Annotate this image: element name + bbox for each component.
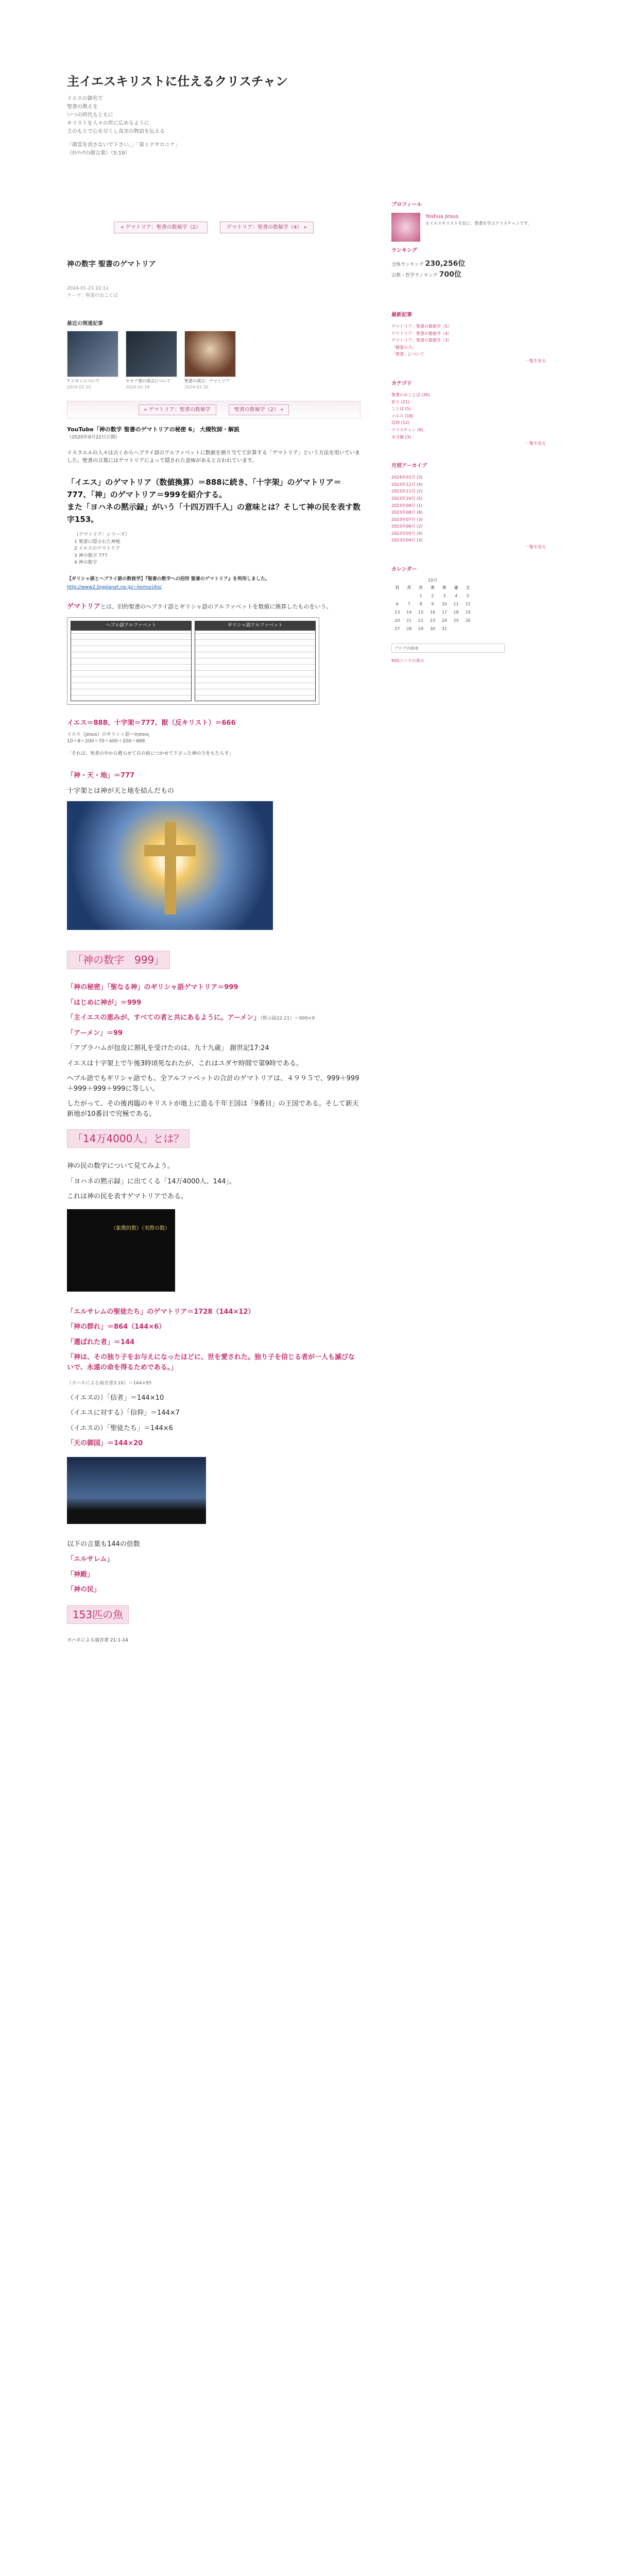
calendar-day: 5	[466, 594, 470, 599]
calendar-day: 31	[441, 626, 447, 632]
recent-item[interactable]: 「聖書」について	[391, 352, 424, 357]
calendar-day-header: 土	[466, 585, 470, 590]
rss-link[interactable]: RSSリンクの表示	[391, 658, 424, 664]
text-span: 「天の御国」＝144×20	[67, 1439, 143, 1448]
archive-item[interactable]: 2023年08月 (6)	[391, 510, 423, 515]
calendar-day	[450, 625, 462, 633]
text-line: （イエスの）「聖徒たち」＝144×6	[67, 1424, 173, 1432]
desc-line: キリストを人々の世に広めるように	[67, 121, 149, 126]
rank-label[interactable]: 全体ランキング	[391, 262, 424, 267]
text-line: ヘブル語でもギリシャ語でも、全アルファベットの合計のゲマトリアは、４９９５で、999＋999＋999＋999＋999に等しい。	[67, 1075, 359, 1093]
list-item: （ゲマトリア：シリーズ）	[74, 532, 130, 537]
archive-item[interactable]: 2023年07月 (3)	[391, 517, 423, 522]
thumb-date: 2024-01-18	[126, 385, 150, 389]
calendar-day: 24	[441, 618, 447, 623]
calendar-day: 1	[419, 594, 422, 599]
calendar-table	[391, 584, 474, 633]
series-list	[74, 532, 360, 567]
calc-line: 10＋8＋200＋70＋400＋200＝888	[67, 739, 145, 744]
calendar-day: 10	[441, 602, 447, 607]
ranking-heading: ランキング	[391, 248, 417, 253]
sidebar	[391, 196, 546, 664]
banner-prev-link[interactable]: « ゲマトリア：聖書の数秘学	[139, 404, 216, 415]
thumb-caption[interactable]: ホセア書の預言について	[126, 379, 171, 383]
calendar-day: 4	[455, 594, 458, 599]
text-line	[67, 1378, 360, 1388]
ranking-row	[391, 269, 546, 280]
headline-line: また「ヨハネの黙示録」がいう「十四万四千人」の意味とは？そして神の民を表す数字153。	[67, 502, 361, 524]
calendar-day: 17	[441, 610, 447, 615]
category-heading: カテゴリ	[391, 380, 412, 386]
archive-list	[391, 474, 546, 544]
ranking-row	[391, 259, 546, 269]
text-line	[67, 1570, 360, 1580]
text-line	[67, 1585, 360, 1595]
profile-card	[391, 213, 546, 242]
calendar-day: 14	[406, 610, 412, 615]
text-span: （黙示録22:21）＝999×9	[260, 1016, 315, 1022]
calendar-day: 23	[430, 618, 436, 623]
text-line: これは神の民を表すゲマトリアである。	[67, 1193, 188, 1201]
profile-name[interactable]: Yoshua Jesus	[425, 214, 458, 219]
archive-item[interactable]: 2023年04月 (3)	[391, 538, 423, 543]
section-box-heading: 153匹の魚	[67, 1605, 129, 1624]
recent-item[interactable]: ゲマトリア：聖書の数秘学（4）	[391, 331, 452, 336]
text-span: 「エルサレム」	[67, 1555, 114, 1564]
text-line	[67, 982, 360, 993]
section-heading: イエス＝888、十字架＝777、獣（反キリスト）＝666	[67, 719, 236, 727]
gematria-text: とは、旧約聖書のヘブライ語とギリシャ語のアルファベットを数値に換算したものをいう。	[100, 603, 332, 610]
rank-value: 230,256位	[425, 260, 466, 268]
category-item[interactable]: 聖書のおことば (30)	[391, 392, 430, 397]
post-meta	[67, 285, 360, 299]
category-more-link[interactable]: 一覧を見る	[525, 441, 546, 446]
calendar-day: 30	[430, 626, 436, 632]
calendar-day: 18	[453, 610, 459, 615]
archive-item[interactable]: 2023年06月 (2)	[391, 524, 423, 529]
section-heading: 「神・天・地」＝777	[67, 772, 135, 780]
hebrew-alphabet-table	[71, 621, 192, 701]
thumb-caption[interactable]: 7 シモンについて	[67, 379, 100, 383]
calendar-day: 3	[443, 594, 446, 599]
reference-heading: 【ギリシャ語とヘブライ語の数秘学】『聖書の数字への招待 聖書のゲマトリア』を利用しました。	[67, 576, 270, 582]
pager-banner	[67, 401, 360, 418]
calendar-day-header: 月	[407, 585, 411, 590]
text-span: 「エルサレムの聖徒たち」のゲマトリア＝1728（144×12）	[67, 1308, 255, 1316]
related-thumbs	[67, 331, 360, 391]
calendar-day: 27	[394, 626, 400, 632]
table-header: ヘブル語アルファベット	[71, 621, 191, 631]
category-item[interactable]: 祈り (21)	[391, 399, 409, 404]
youtube-date: （2020年8月22日公開）	[67, 434, 121, 440]
archive-item[interactable]: 2023年10月 (5)	[391, 496, 423, 501]
section-subtext: 十字架とは神が天と地を結んだもの	[67, 787, 175, 795]
text-line: イエスは十字架上で午後3時頃死なれたが、これはユダヤ時間で第9時である。	[67, 1059, 303, 1067]
thumb-date: 2024-01-20	[184, 385, 209, 389]
related-item[interactable]	[67, 331, 118, 391]
related-item[interactable]	[126, 331, 177, 391]
text-span: 「選ばれた者」＝144	[67, 1338, 135, 1346]
category-list	[391, 392, 546, 440]
calendar-day-header: 木	[442, 585, 447, 590]
thumb-date: 2024-01-15	[67, 385, 91, 389]
calendar-day: 21	[406, 618, 412, 623]
text-line	[67, 998, 360, 1008]
blog-description	[67, 95, 335, 158]
intro-text: イスラエルの人々は古くからヘブライ語のアルファベットに数値を割り当てて計算する「ゲマトリア」という方法を用いていました。聖書の言葉にはゲマトリアによって隠された意味があると言われています。	[67, 450, 360, 464]
section-box-heading: 「神の数字 999」	[67, 951, 170, 969]
text-span: 「はじめに神が」＝999	[67, 998, 142, 1007]
archive-item[interactable]: 2023年05月 (4)	[391, 531, 423, 536]
archive-more-link[interactable]: 一覧を見る	[525, 545, 546, 550]
avatar[interactable]	[391, 213, 420, 242]
table-header: ギリシャ語アルファベット	[195, 621, 315, 631]
text-span: 「神の群れ」＝864（144×6）	[67, 1323, 166, 1331]
rank-label[interactable]: 宗教・哲学ランキング	[391, 273, 438, 278]
prev-post-link[interactable]: « ゲマトリア：聖書の数秘学（2）	[114, 222, 208, 233]
cross-image	[67, 801, 273, 930]
archive-item[interactable]: 2024年01月 (3)	[391, 475, 423, 480]
text-line	[67, 1438, 360, 1449]
recent-list	[391, 323, 546, 358]
calendar-day-header: 金	[454, 585, 458, 590]
text-span: 「神殿」	[67, 1570, 94, 1579]
list-item[interactable]: 1 聖書に隠された神秘	[74, 539, 121, 545]
category-item[interactable]: 信仰 (12)	[391, 420, 409, 426]
text-line: 「アブラハムが包皮に割礼を受けたのは、九十九歳」 創世記17:24	[67, 1044, 269, 1053]
calendar-day-header: 水	[430, 585, 435, 590]
calendar-day: 8	[419, 602, 422, 607]
calendar-day: 26	[465, 618, 471, 623]
alphabet-table-image	[67, 617, 319, 705]
thumb-image[interactable]	[67, 331, 118, 377]
calendar-day: 6	[396, 602, 399, 607]
desc-line: 主のもとで心を尽くし真実の物語を伝える	[67, 129, 165, 134]
calendar-month: 10月	[427, 578, 438, 583]
category-item[interactable]: ことば (5)	[391, 406, 411, 412]
calendar-day-header: 日	[395, 585, 400, 590]
profile-heading: プロフィール	[391, 202, 422, 208]
calendar-day	[391, 592, 403, 600]
desc-line: 「御霊を消さないで下さい。」「第１テサロニケ」	[67, 142, 180, 148]
archive-item[interactable]: 2023年11月 (2)	[391, 489, 423, 494]
calendar-day	[403, 592, 415, 600]
related-heading: 最近の関連記事	[67, 321, 103, 327]
recent-more-link[interactable]: 一覧を見る	[525, 358, 546, 363]
crowd-image	[67, 1457, 206, 1524]
text-line	[67, 1322, 360, 1332]
post-date: 2024-01-21 22:11	[67, 286, 109, 291]
image-caption: （象徴的数）（実際の数）	[111, 1225, 170, 1231]
recent-heading: 最新記事	[391, 312, 412, 318]
list-item[interactable]: 3 神の数字 777	[74, 553, 108, 558]
thumb-caption[interactable]: 聖書の預言：ゲマトリア	[184, 379, 230, 383]
calendar-day: 12	[465, 602, 471, 607]
text-line: （イエスに対する）「信仰」＝144×7	[67, 1409, 180, 1417]
calc-line: イエス（Jesus）のギリシャ語＝Iησους	[67, 732, 150, 737]
search-input[interactable]	[391, 643, 505, 653]
calendar-day: 19	[465, 610, 471, 615]
text-line	[67, 1337, 360, 1348]
section-box-heading: 「14万4000人」とは？	[67, 1129, 190, 1148]
calendar-day: 22	[418, 618, 424, 623]
calendar-day	[462, 625, 474, 633]
text-line	[67, 1028, 360, 1039]
recent-item[interactable]: ゲマトリア：聖書の数秘学（5）	[391, 324, 452, 329]
thumb-image[interactable]	[184, 331, 236, 377]
calendar-day: 7	[407, 602, 410, 607]
related-item[interactable]	[184, 331, 236, 391]
next-post-link[interactable]: ゲマトリア：聖書の数秘学（4） »	[220, 222, 314, 233]
youtube-title: YouTube「神の数字 聖書のゲマトリアの秘密 6」 大槻牧師・解説	[67, 426, 239, 433]
category-item[interactable]: イエス (18)	[391, 413, 414, 418]
calendar-day: 13	[394, 610, 400, 615]
calendar-day: 9	[431, 602, 434, 607]
calendar-day: 16	[430, 610, 436, 615]
recent-item[interactable]: 「御霊の力」	[391, 345, 416, 350]
category-item[interactable]: 未分類 (3)	[391, 434, 411, 439]
text-line	[67, 1013, 360, 1023]
headline-gematria	[67, 476, 360, 526]
calendar-day: 28	[406, 626, 412, 632]
text-line	[67, 1352, 360, 1372]
banner-next-link[interactable]: 聖書の数秘学（2） »	[229, 404, 289, 415]
text-line	[67, 1307, 360, 1317]
calendar	[391, 578, 546, 633]
reference-link[interactable]: http://www2.bigplanet.ne.jp/~kemuri/ko/	[67, 585, 162, 590]
quote-text: 「それは、死者の中から甦らせて右の座につかせて下さった神の力をもたらす」	[67, 751, 234, 756]
text-line: （イエスの）「信者」＝144×10	[67, 1394, 164, 1402]
thumb-image[interactable]	[126, 331, 177, 377]
desc-line: いつの時代もともに	[67, 112, 113, 118]
text-line: 以下の言葉も144の倍数	[67, 1540, 140, 1548]
calendar-day: 11	[453, 602, 459, 607]
list-item[interactable]: 2 イエスのゲマトリア	[74, 546, 121, 551]
post-title[interactable]: 神の数字 聖書のゲマトリア	[67, 260, 156, 268]
quote-text: ヨハネによる福音書 21:1-14	[67, 1637, 128, 1643]
text-line	[67, 1554, 360, 1565]
headline-line: 「イエス」のゲマトリア（数値換算）＝888に続き、「十字架」のゲマトリア＝777、「神」のゲマトリア＝999を紹介する。	[67, 478, 341, 499]
archive-item[interactable]: 2023年09月 (1)	[391, 503, 423, 508]
desc-line: 聖書の教えを	[67, 104, 98, 110]
calendar-day: 20	[394, 618, 400, 623]
text-line: 「ヨハネの黙示録」に出てくる「14万4000人、144」。	[67, 1177, 236, 1185]
calendar-day: 25	[453, 618, 459, 623]
blog-title[interactable]: 主イエスキリストに仕えるクリスチャン	[67, 74, 288, 89]
desc-line: イエスの御名で	[67, 96, 103, 101]
calendar-heading: カレンダー	[391, 567, 417, 573]
text-span: 「神の民」	[67, 1586, 101, 1594]
profile-text: 主イエスキリストを信じ、聖書を学ぶクリスチャンです。	[425, 221, 532, 226]
main-content	[67, 222, 360, 1649]
archive-heading: 月別アーカイブ	[391, 463, 427, 469]
gematria-definition	[67, 602, 360, 613]
144000-image	[67, 1209, 175, 1292]
blog-header	[67, 72, 335, 158]
category-item[interactable]: クリスチャン (9)	[391, 427, 423, 432]
text-span: 「神の秘密」「聖なる神」のギリシャ語ゲマトリア＝999	[67, 984, 238, 992]
post-category[interactable]: テーマ：聖書のおことば	[67, 293, 118, 298]
text-span: （ヨハネによる福音書3:16）＝144×95	[67, 1381, 152, 1386]
text-span: 「主イエスの恵みが、すべての者と共にあるように。アーメン」	[67, 1014, 261, 1022]
gematria-term: ゲマトリア	[67, 602, 101, 611]
archive-item[interactable]: 2023年12月 (4)	[391, 482, 423, 487]
pager-top	[67, 222, 360, 233]
calendar-day: 2	[431, 594, 434, 599]
list-item[interactable]: 4 神の数字	[74, 560, 97, 565]
rank-value: 700位	[439, 270, 461, 279]
text-span: 「アーメン」＝99	[67, 1029, 123, 1037]
recent-item[interactable]: ゲマトリア：聖書の数秘学（3）	[391, 338, 452, 343]
text-line: したがって、その後再臨のキリストが地上に造る千年王国は「9番目」の王国である。そして新天新地が10番目で究極である。	[67, 1100, 359, 1118]
desc-line: （ｶﾄﾘｯｸの御言葉）（5:19）	[67, 150, 130, 156]
greek-alphabet-table	[195, 621, 316, 701]
text-span: 「神は、その独り子をお与えになったほどに、世を愛された。独り子を信じる者が一人も滅びないで、永遠の命を得るためである。」	[67, 1353, 355, 1371]
text-line: 神の民の数字について見てみよう。	[67, 1162, 174, 1171]
calendar-day: 29	[418, 626, 424, 632]
calendar-day-header: 火	[419, 585, 423, 590]
calendar-day: 15	[418, 610, 424, 615]
